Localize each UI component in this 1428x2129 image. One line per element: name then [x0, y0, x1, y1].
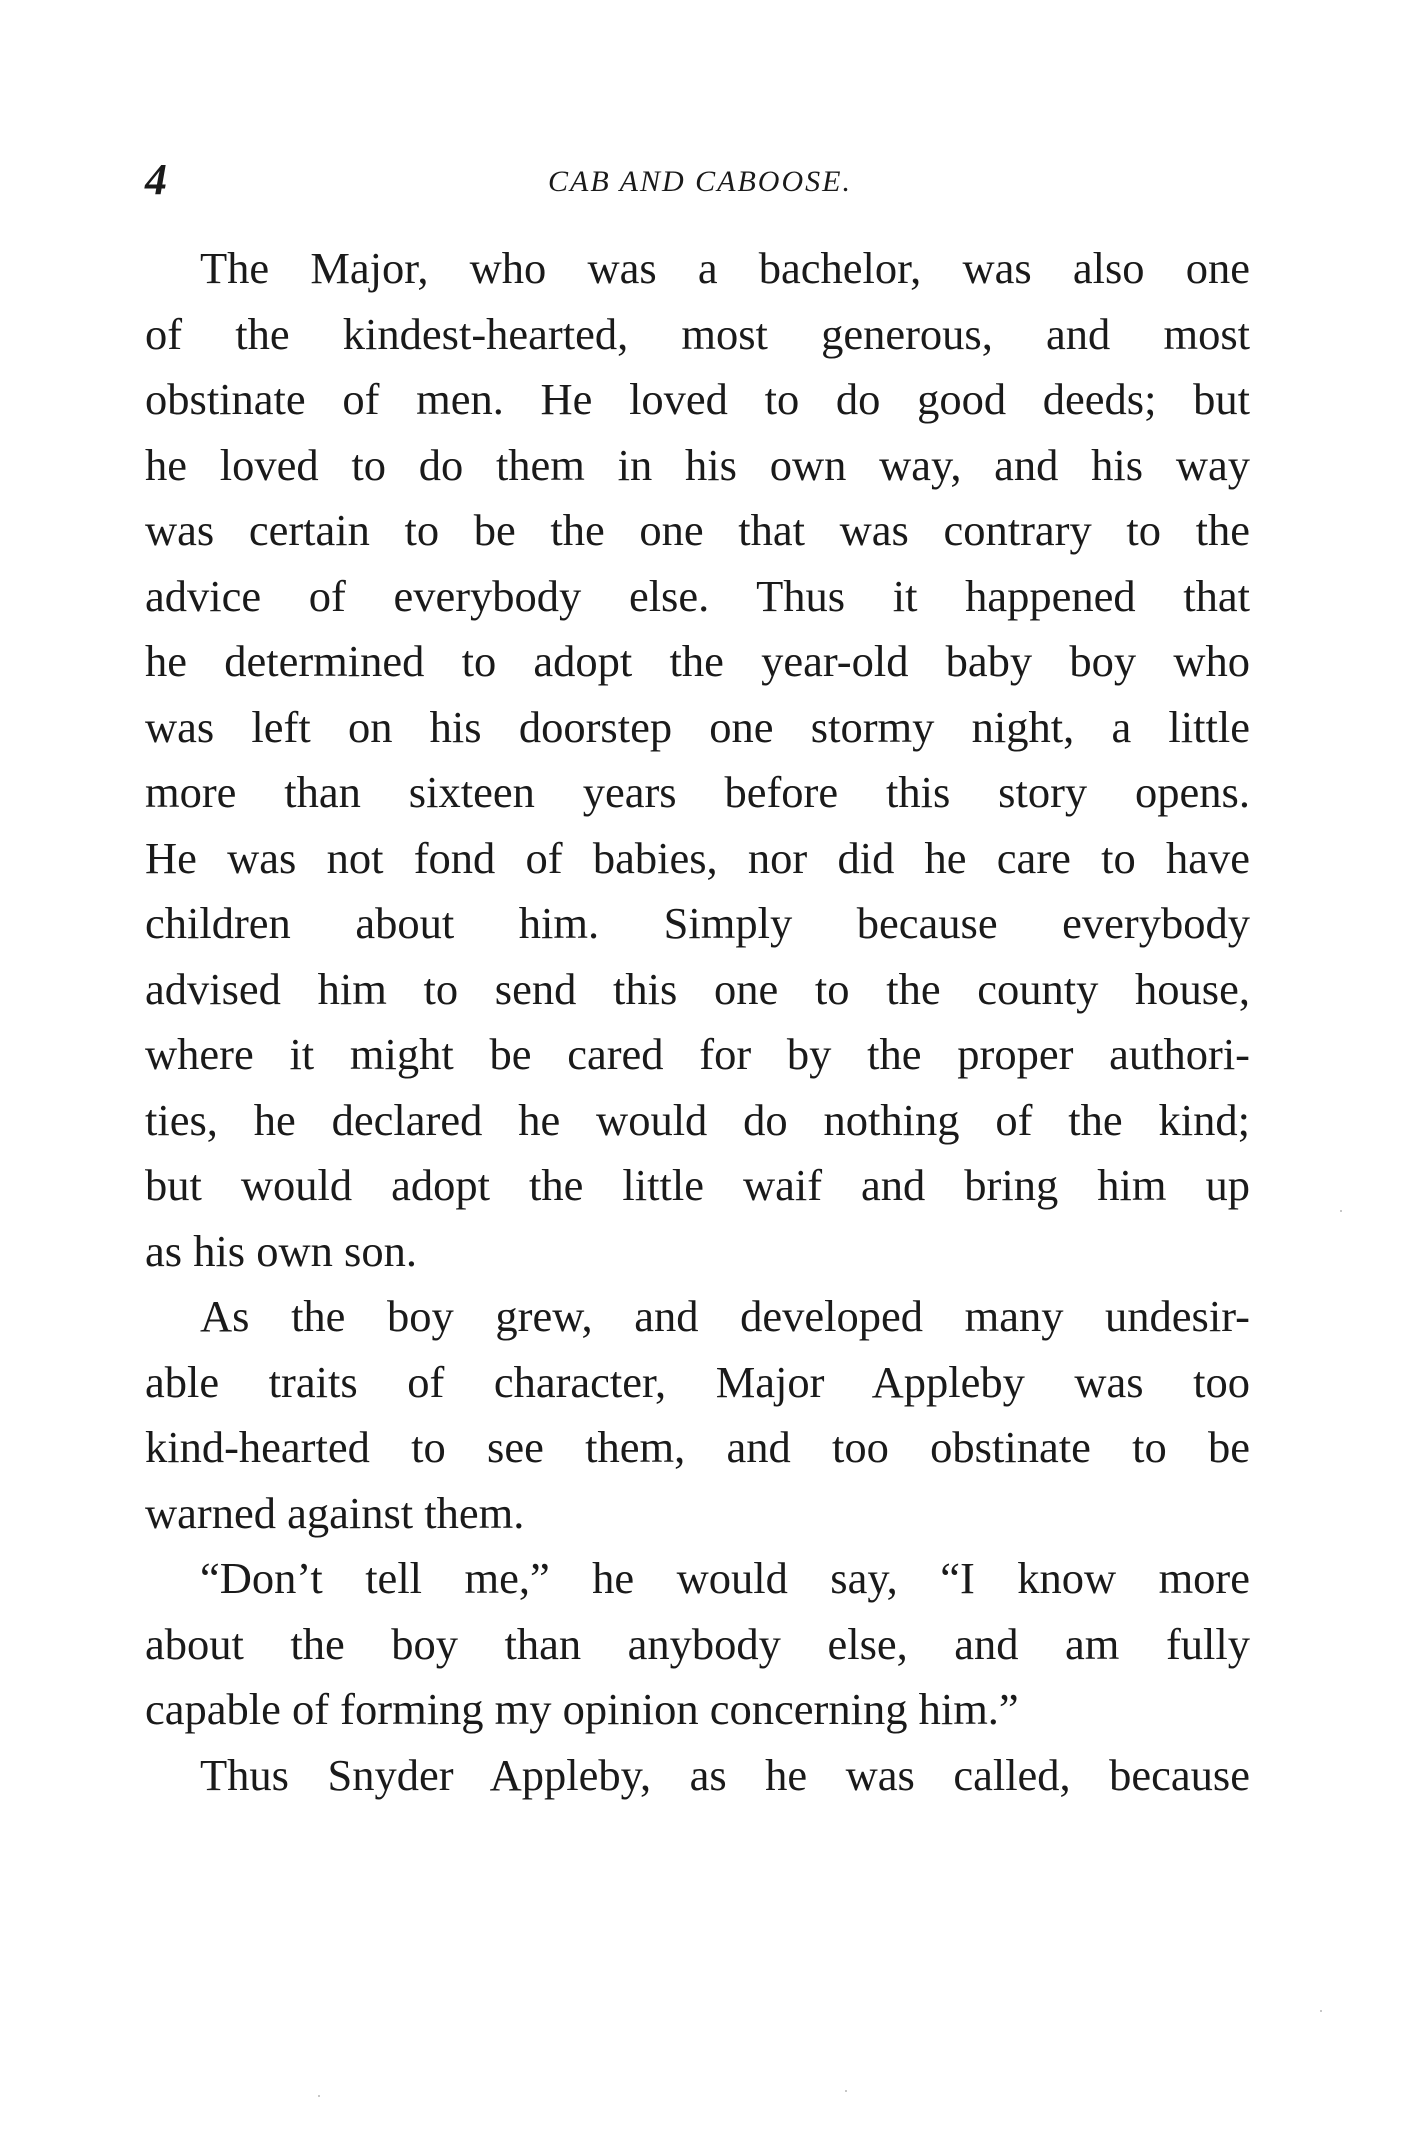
paragraph-3 — [145, 1546, 1250, 1743]
text-line: Thus Snyder Appleby, as he was called, because — [200, 1749, 1250, 1800]
text-line: able traits of character, Major Appleby was too — [145, 1356, 1250, 1407]
paragraph-2 — [145, 1284, 1250, 1546]
text-line: more than sixteen years before this story opens. — [145, 767, 1250, 817]
text-line: was left on his doorstep one stormy night, a little — [145, 701, 1250, 752]
text-line: was certain to be the one that was contrary to the — [145, 505, 1250, 555]
text-line: he determined to adopt the year-old baby boy who — [145, 636, 1250, 686]
text-line: warned against them. — [145, 1487, 525, 1538]
text-line: He was not fond of babies, nor did he care to have — [145, 832, 1250, 883]
text-line: about the boy than anybody else, and am fully — [145, 1618, 1250, 1669]
text-line: advised him to send this one to the county house, — [145, 963, 1250, 1014]
text-line: advice of everybody else. Thus it happened that — [145, 570, 1250, 621]
text-line: capable of forming my opinion concerning him.” — [145, 1684, 1019, 1734]
text-line: obstinate of men. He loved to do good deeds; but — [145, 374, 1250, 424]
text-line: he loved to do them in his own way, and his way — [145, 439, 1250, 490]
paragraph-1 — [145, 236, 1250, 1284]
paragraph-4 — [145, 1743, 1250, 1809]
text-line: where it might be cared for by the proper authori- — [145, 1029, 1250, 1079]
page-number: 4 — [145, 155, 167, 204]
text-line: “Don’t tell me,” he would say, “I know more — [200, 1553, 1250, 1603]
text-line: but would adopt the little waif and bring him up — [145, 1160, 1250, 1210]
text-line: as his own son. — [145, 1225, 417, 1276]
text-line: of the kindest-hearted, most generous, and most — [145, 308, 1250, 359]
paper-speck — [845, 2090, 847, 2092]
text-line: kind-hearted to see them, and too obstinate to be — [145, 1422, 1250, 1472]
text-line: ties, he declared he would do nothing of the kind; — [145, 1094, 1250, 1145]
running-title: CAB AND CABOOSE. — [548, 165, 852, 198]
paper-speck — [1340, 1210, 1342, 1212]
text-line: The Major, who was a bachelor, was also one — [200, 243, 1250, 293]
paper-speck — [1320, 2010, 1322, 2012]
body-text — [145, 236, 1250, 1808]
paper-speck — [318, 2095, 320, 2097]
text-line: children about him. Simply because everybody — [145, 898, 1250, 948]
running-head — [145, 155, 1255, 205]
text-line: As the boy grew, and developed many undesir- — [200, 1291, 1250, 1341]
